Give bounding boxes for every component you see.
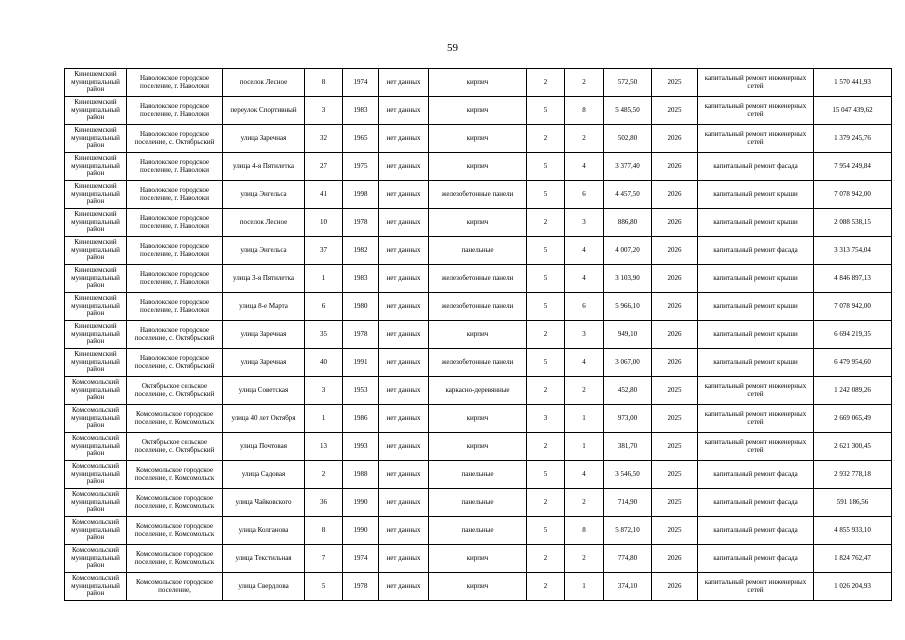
repair-year-cell: 2025 — [652, 433, 698, 461]
district-cell: Кинешемский муниципальный район — [65, 321, 127, 349]
work-type-cell: капитальный ремонт инженерных сетей — [698, 97, 814, 125]
settlement-cell: Наволокское городское поселение, с. Октябрьский — [127, 349, 223, 377]
repair-year-cell: 2025 — [652, 461, 698, 489]
floors-cell: 5 — [527, 517, 565, 545]
cost-cell: 7 078 942,00 — [814, 181, 892, 209]
district-cell: Комсомольский муниципальный район — [65, 489, 127, 517]
entrances-cell: 4 — [565, 237, 604, 265]
commissioning-cell: нет данных — [379, 209, 429, 237]
wall-material-cell: кирпич — [429, 153, 527, 181]
work-type-cell: капитальный ремонт инженерных сетей — [698, 69, 814, 97]
table-row — [65, 349, 892, 377]
cost-cell: 3 313 754,04 — [814, 237, 892, 265]
table-row — [65, 125, 892, 153]
table-body — [65, 69, 892, 601]
area-cell: 381,70 — [604, 433, 652, 461]
year-built-cell: 1975 — [343, 153, 379, 181]
repair-year-cell: 2026 — [652, 181, 698, 209]
commissioning-cell: нет данных — [379, 265, 429, 293]
settlement-cell: Наволокское городское поселение, г. Наволоки — [127, 209, 223, 237]
floors-cell: 5 — [527, 97, 565, 125]
work-type-cell: капитальный ремонт фасада — [698, 237, 814, 265]
district-cell: Комсомольский муниципальный район — [65, 405, 127, 433]
entrances-cell: 2 — [565, 69, 604, 97]
settlement-cell: Наволокское городское поселение, с. Октябрьский — [127, 321, 223, 349]
street-cell: улица Заречная — [223, 321, 305, 349]
commissioning-cell: нет данных — [379, 349, 429, 377]
wall-material-cell: кирпич — [429, 69, 527, 97]
commissioning-cell: нет данных — [379, 377, 429, 405]
house-number-cell: 37 — [305, 237, 343, 265]
cost-cell: 15 047 439,62 — [814, 97, 892, 125]
area-cell: 949,10 — [604, 321, 652, 349]
cost-cell: 1 379 245,76 — [814, 125, 892, 153]
house-number-cell: 2 — [305, 461, 343, 489]
work-type-cell: капитальный ремонт инженерных сетей — [698, 573, 814, 601]
entrances-cell: 8 — [565, 97, 604, 125]
house-number-cell: 10 — [305, 209, 343, 237]
area-cell: 3 103,90 — [604, 265, 652, 293]
wall-material-cell: кирпич — [429, 573, 527, 601]
year-built-cell: 1978 — [343, 321, 379, 349]
commissioning-cell: нет данных — [379, 293, 429, 321]
wall-material-cell: железобетонные панели — [429, 349, 527, 377]
repair-year-cell: 2026 — [652, 545, 698, 573]
street-cell: улица Чайковского — [223, 489, 305, 517]
repair-year-cell: 2025 — [652, 489, 698, 517]
house-number-cell: 8 — [305, 69, 343, 97]
area-cell: 714,90 — [604, 489, 652, 517]
work-type-cell: капитальный ремонт крыши — [698, 321, 814, 349]
repair-year-cell: 2025 — [652, 69, 698, 97]
street-cell: поселок Лесное — [223, 69, 305, 97]
year-built-cell: 1982 — [343, 237, 379, 265]
street-cell: переулок Спортивный — [223, 97, 305, 125]
entrances-cell: 3 — [565, 321, 604, 349]
year-built-cell: 1978 — [343, 209, 379, 237]
settlement-cell: Комсомольское городское поселение, — [127, 573, 223, 601]
entrances-cell: 1 — [565, 573, 604, 601]
area-cell: 886,80 — [604, 209, 652, 237]
housing-repair-table — [64, 68, 892, 601]
table-row — [65, 545, 892, 573]
work-type-cell: капитальный ремонт крыши — [698, 209, 814, 237]
table-row — [65, 433, 892, 461]
settlement-cell: Комсомольское городское поселение, г. Комсомольск — [127, 489, 223, 517]
wall-material-cell: кирпич — [429, 321, 527, 349]
street-cell: поселок Лесное — [223, 209, 305, 237]
work-type-cell: капитальный ремонт фасада — [698, 489, 814, 517]
table-row — [65, 97, 892, 125]
repair-year-cell: 2026 — [652, 349, 698, 377]
wall-material-cell: панельные — [429, 489, 527, 517]
floors-cell: 5 — [527, 153, 565, 181]
year-built-cell: 1990 — [343, 489, 379, 517]
work-type-cell: капитальный ремонт инженерных сетей — [698, 125, 814, 153]
floors-cell: 3 — [527, 405, 565, 433]
table-row — [65, 181, 892, 209]
wall-material-cell: кирпич — [429, 209, 527, 237]
commissioning-cell: нет данных — [379, 405, 429, 433]
entrances-cell: 1 — [565, 405, 604, 433]
cost-cell: 2 932 778,18 — [814, 461, 892, 489]
house-number-cell: 8 — [305, 517, 343, 545]
commissioning-cell: нет данных — [379, 125, 429, 153]
street-cell: улица 4-я Пятилетка — [223, 153, 305, 181]
cost-cell: 1 570 441,93 — [814, 69, 892, 97]
year-built-cell: 1953 — [343, 377, 379, 405]
street-cell: улица Заречная — [223, 125, 305, 153]
floors-cell: 5 — [527, 461, 565, 489]
house-number-cell: 13 — [305, 433, 343, 461]
commissioning-cell: нет данных — [379, 153, 429, 181]
floors-cell: 5 — [527, 237, 565, 265]
work-type-cell: капитальный ремонт крыши — [698, 293, 814, 321]
wall-material-cell: панельные — [429, 461, 527, 489]
district-cell: Кинешемский муниципальный район — [65, 181, 127, 209]
cost-cell: 2 088 538,15 — [814, 209, 892, 237]
entrances-cell: 2 — [565, 377, 604, 405]
entrances-cell: 8 — [565, 517, 604, 545]
year-built-cell: 1991 — [343, 349, 379, 377]
district-cell: Кинешемский муниципальный район — [65, 209, 127, 237]
table-row — [65, 153, 892, 181]
house-number-cell: 3 — [305, 377, 343, 405]
floors-cell: 2 — [527, 321, 565, 349]
entrances-cell: 4 — [565, 349, 604, 377]
street-cell: улица 40 лет Октября — [223, 405, 305, 433]
house-number-cell: 1 — [305, 405, 343, 433]
table-row — [65, 489, 892, 517]
commissioning-cell: нет данных — [379, 69, 429, 97]
cost-cell: 6 479 954,60 — [814, 349, 892, 377]
commissioning-cell: нет данных — [379, 237, 429, 265]
wall-material-cell: кирпич — [429, 97, 527, 125]
year-built-cell: 1990 — [343, 517, 379, 545]
street-cell: улица Советская — [223, 377, 305, 405]
work-type-cell: капитальный ремонт фасада — [698, 545, 814, 573]
table-row — [65, 293, 892, 321]
district-cell: Кинешемский муниципальный район — [65, 265, 127, 293]
year-built-cell: 1986 — [343, 405, 379, 433]
house-number-cell: 36 — [305, 489, 343, 517]
commissioning-cell: нет данных — [379, 461, 429, 489]
house-number-cell: 7 — [305, 545, 343, 573]
work-type-cell: капитальный ремонт фасада — [698, 461, 814, 489]
repair-year-cell: 2025 — [652, 517, 698, 545]
floors-cell: 5 — [527, 293, 565, 321]
cost-cell: 591 186,56 — [814, 489, 892, 517]
street-cell: улица Энгельса — [223, 237, 305, 265]
district-cell: Кинешемский муниципальный район — [65, 237, 127, 265]
wall-material-cell: железобетонные панели — [429, 293, 527, 321]
work-type-cell: капитальный ремонт фасада — [698, 517, 814, 545]
table-row — [65, 321, 892, 349]
area-cell: 5 485,50 — [604, 97, 652, 125]
year-built-cell: 1974 — [343, 69, 379, 97]
year-built-cell: 1998 — [343, 181, 379, 209]
entrances-cell: 3 — [565, 209, 604, 237]
area-cell: 774,80 — [604, 545, 652, 573]
work-type-cell: капитальный ремонт инженерных сетей — [698, 405, 814, 433]
table-row — [65, 69, 892, 97]
area-cell: 374,10 — [604, 573, 652, 601]
commissioning-cell: нет данных — [379, 321, 429, 349]
cost-cell: 6 694 219,35 — [814, 321, 892, 349]
floors-cell: 2 — [527, 69, 565, 97]
table-row — [65, 237, 892, 265]
settlement-cell: Комсомольское городское поселение, г. Комсомольск — [127, 517, 223, 545]
entrances-cell: 4 — [565, 265, 604, 293]
settlement-cell: Комсомольское городское поселение, г. Комсомольск — [127, 405, 223, 433]
entrances-cell: 2 — [565, 125, 604, 153]
settlement-cell: Октябрьское сельское поселение, с. Октябрьский — [127, 433, 223, 461]
commissioning-cell: нет данных — [379, 573, 429, 601]
year-built-cell: 1983 — [343, 265, 379, 293]
cost-cell: 7 954 249,84 — [814, 153, 892, 181]
repair-year-cell: 2026 — [652, 153, 698, 181]
repair-year-cell: 2026 — [652, 293, 698, 321]
floors-cell: 2 — [527, 489, 565, 517]
settlement-cell: Наволокское городское поселение, г. Наволоки — [127, 265, 223, 293]
cost-cell: 2 669 065,49 — [814, 405, 892, 433]
floors-cell: 5 — [527, 181, 565, 209]
settlement-cell: Наволокское городское поселение, г. Наволоки — [127, 69, 223, 97]
district-cell: Комсомольский муниципальный район — [65, 377, 127, 405]
district-cell: Кинешемский муниципальный район — [65, 69, 127, 97]
settlement-cell: Наволокское городское поселение, г. Наволоки — [127, 181, 223, 209]
house-number-cell: 40 — [305, 349, 343, 377]
settlement-cell: Наволокское городское поселение, г. Наволоки — [127, 237, 223, 265]
settlement-cell: Наволокское городское поселение, с. Октябрьский — [127, 125, 223, 153]
wall-material-cell: железобетонные панели — [429, 181, 527, 209]
year-built-cell: 1993 — [343, 433, 379, 461]
district-cell: Кинешемский муниципальный район — [65, 125, 127, 153]
floors-cell: 2 — [527, 125, 565, 153]
cost-cell: 2 621 300,45 — [814, 433, 892, 461]
house-number-cell: 6 — [305, 293, 343, 321]
page-number: 59 — [447, 42, 458, 54]
floors-cell: 5 — [527, 265, 565, 293]
floors-cell: 2 — [527, 573, 565, 601]
district-cell: Кинешемский муниципальный район — [65, 349, 127, 377]
commissioning-cell: нет данных — [379, 517, 429, 545]
entrances-cell: 2 — [565, 545, 604, 573]
cost-cell: 1 026 204,93 — [814, 573, 892, 601]
house-number-cell: 32 — [305, 125, 343, 153]
wall-material-cell: кирпич — [429, 125, 527, 153]
wall-material-cell: каркасно-деревянные — [429, 377, 527, 405]
house-number-cell: 1 — [305, 265, 343, 293]
house-number-cell: 35 — [305, 321, 343, 349]
repair-year-cell: 2025 — [652, 377, 698, 405]
district-cell: Кинешемский муниципальный район — [65, 97, 127, 125]
street-cell: улица Заречная — [223, 349, 305, 377]
year-built-cell: 1974 — [343, 545, 379, 573]
table-row — [65, 209, 892, 237]
area-cell: 572,50 — [604, 69, 652, 97]
commissioning-cell: нет данных — [379, 97, 429, 125]
settlement-cell: Комсомольское городское поселение, г. Комсомольск — [127, 461, 223, 489]
settlement-cell: Комсомольское городское поселение, г. Комсомольск — [127, 545, 223, 573]
settlement-cell: Наволокское городское поселение, г. Наволоки — [127, 293, 223, 321]
cost-cell: 1 824 762,47 — [814, 545, 892, 573]
year-built-cell: 1978 — [343, 573, 379, 601]
area-cell: 452,80 — [604, 377, 652, 405]
wall-material-cell: кирпич — [429, 433, 527, 461]
entrances-cell: 6 — [565, 181, 604, 209]
area-cell: 4 457,50 — [604, 181, 652, 209]
floors-cell: 2 — [527, 433, 565, 461]
repair-year-cell: 2025 — [652, 405, 698, 433]
district-cell: Комсомольский муниципальный район — [65, 545, 127, 573]
house-number-cell: 5 — [305, 573, 343, 601]
street-cell: улица Текстильная — [223, 545, 305, 573]
table-row — [65, 405, 892, 433]
settlement-cell: Наволокское городское поселение, г. Наволоки — [127, 153, 223, 181]
house-number-cell: 27 — [305, 153, 343, 181]
street-cell: улица Садовая — [223, 461, 305, 489]
repair-year-cell: 2026 — [652, 321, 698, 349]
wall-material-cell: панельные — [429, 517, 527, 545]
settlement-cell: Октябрьское сельское поселение, с. Октябрьский — [127, 377, 223, 405]
table-row — [65, 265, 892, 293]
year-built-cell: 1988 — [343, 461, 379, 489]
district-cell: Комсомольский муниципальный район — [65, 517, 127, 545]
floors-cell: 2 — [527, 209, 565, 237]
cost-cell: 4 846 897,13 — [814, 265, 892, 293]
cost-cell: 4 855 933,10 — [814, 517, 892, 545]
settlement-cell: Наволокское городское поселение, г. Наволоки — [127, 97, 223, 125]
area-cell: 3 377,40 — [604, 153, 652, 181]
wall-material-cell: кирпич — [429, 405, 527, 433]
commissioning-cell: нет данных — [379, 489, 429, 517]
year-built-cell: 1965 — [343, 125, 379, 153]
entrances-cell: 2 — [565, 489, 604, 517]
area-cell: 3 546,50 — [604, 461, 652, 489]
area-cell: 5 872,10 — [604, 517, 652, 545]
commissioning-cell: нет данных — [379, 433, 429, 461]
commissioning-cell: нет данных — [379, 545, 429, 573]
district-cell: Комсомольский муниципальный район — [65, 461, 127, 489]
district-cell: Кинешемский муниципальный район — [65, 153, 127, 181]
street-cell: улица 8-е Марта — [223, 293, 305, 321]
repair-year-cell: 2026 — [652, 265, 698, 293]
work-type-cell: капитальный ремонт крыши — [698, 349, 814, 377]
entrances-cell: 4 — [565, 153, 604, 181]
table-row — [65, 573, 892, 601]
work-type-cell: капитальный ремонт фасада — [698, 153, 814, 181]
work-type-cell: капитальный ремонт крыши — [698, 181, 814, 209]
wall-material-cell: панельные — [429, 237, 527, 265]
house-number-cell: 3 — [305, 97, 343, 125]
repair-year-cell: 2026 — [652, 125, 698, 153]
table-row — [65, 377, 892, 405]
floors-cell: 2 — [527, 377, 565, 405]
area-cell: 3 067,00 — [604, 349, 652, 377]
repair-year-cell: 2026 — [652, 573, 698, 601]
floors-cell: 5 — [527, 349, 565, 377]
street-cell: улица Свердлова — [223, 573, 305, 601]
commissioning-cell: нет данных — [379, 181, 429, 209]
work-type-cell: капитальный ремонт инженерных сетей — [698, 377, 814, 405]
street-cell: улица Колганова — [223, 517, 305, 545]
year-built-cell: 1980 — [343, 293, 379, 321]
table-row — [65, 461, 892, 489]
district-cell: Комсомольский муниципальный район — [65, 573, 127, 601]
cost-cell: 1 242 089,26 — [814, 377, 892, 405]
area-cell: 4 007,20 — [604, 237, 652, 265]
area-cell: 5 966,10 — [604, 293, 652, 321]
entrances-cell: 6 — [565, 293, 604, 321]
area-cell: 502,80 — [604, 125, 652, 153]
repair-year-cell: 2025 — [652, 97, 698, 125]
area-cell: 973,00 — [604, 405, 652, 433]
repair-year-cell: 2026 — [652, 209, 698, 237]
house-number-cell: 41 — [305, 181, 343, 209]
street-cell: улица Энгельса — [223, 181, 305, 209]
street-cell: улица 3-я Пятилетка — [223, 265, 305, 293]
wall-material-cell: кирпич — [429, 545, 527, 573]
floors-cell: 2 — [527, 545, 565, 573]
table-row — [65, 517, 892, 545]
wall-material-cell: железобетонные панели — [429, 265, 527, 293]
entrances-cell: 1 — [565, 433, 604, 461]
work-type-cell: капитальный ремонт инженерных сетей — [698, 433, 814, 461]
work-type-cell: капитальный ремонт крыши — [698, 265, 814, 293]
repair-year-cell: 2026 — [652, 237, 698, 265]
entrances-cell: 4 — [565, 461, 604, 489]
street-cell: улица Почтовая — [223, 433, 305, 461]
district-cell: Комсомольский муниципальный район — [65, 433, 127, 461]
year-built-cell: 1983 — [343, 97, 379, 125]
cost-cell: 7 078 942,00 — [814, 293, 892, 321]
district-cell: Кинешемский муниципальный район — [65, 293, 127, 321]
